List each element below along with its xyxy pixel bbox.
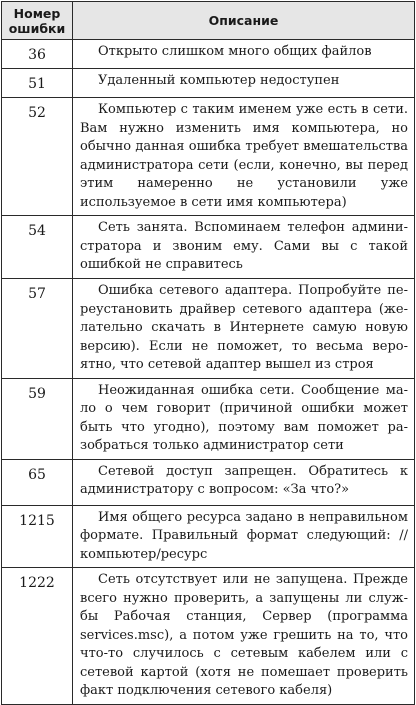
table-row [2,69,415,98]
table-row [2,459,415,505]
error-description-cell: Сеть занята. Вспоминаем телефон администратора и звоним ему. Сами вы с такой ошибкой не справитесь [73,216,415,279]
error-description-cell: Имя общего ресурса задано в неправильном формате. Правильный формат следующий: //компьютер/ресурс [73,505,415,568]
error-description-cell: Ошибка сетевого адаптера. Попробуйте переустановить драйвер сетевого адаптера (желательно скачать в Интернете самую новую версию). Если не поможет, то весьма вероятно, что сетевой адаптер вышел из строя [73,279,415,379]
error-code-cell: 54 [2,216,73,279]
table-row [2,216,415,279]
table-row [2,378,415,459]
table-row [2,279,415,379]
table-row [2,40,415,69]
column-header-description: Описание [73,2,415,40]
table-header-row [2,2,415,40]
error-code-cell: 1215 [2,505,73,568]
error-code-cell: 1222 [2,568,73,705]
table-row [2,505,415,568]
error-code-cell: 65 [2,459,73,505]
error-description-cell: Открыто слишком много общих файлов [73,40,415,69]
table-row [2,98,415,216]
error-code-cell: 51 [2,69,73,98]
error-description-cell: Неожиданная ошибка сети. Сообщение мало о чем говорит (причиной ошибки может быть что угодно), поэтому вам поможет разобраться только администратор сети [73,378,415,459]
error-codes-table [1,1,415,705]
error-description-cell: Удаленный компьютер недоступен [73,69,415,98]
table-row [2,568,415,705]
error-code-cell: 52 [2,98,73,216]
error-code-cell: 59 [2,378,73,459]
error-code-cell: 36 [2,40,73,69]
error-description-cell: Сеть отсутствует или не запущена. Прежде всего нужно проверить, а запущены ли службы Рабочая станция, Сервер (программа services.msc), а потом уже грешить на то, что что-то случилось с сетевым кабелем или с сетевой картой (хотя не помешает проверить факт подключения сетевого кабеля) [73,568,415,705]
error-description-cell: Сетевой доступ запрещен. Обратитесь к администратору с вопросом: «За что?» [73,459,415,505]
column-header-code: Номер ошибки [2,2,73,40]
error-codes-table-container [1,1,415,705]
error-code-cell: 57 [2,279,73,379]
error-description-cell: Компьютер с таким именем уже есть в сети. Вам нужно изменить имя компьютера, но обычно данная ошибка требует вмешательства администратора сети (если, конечно, вы перед этим намеренно не установили уже используемое в сети имя компьютера) [73,98,415,216]
